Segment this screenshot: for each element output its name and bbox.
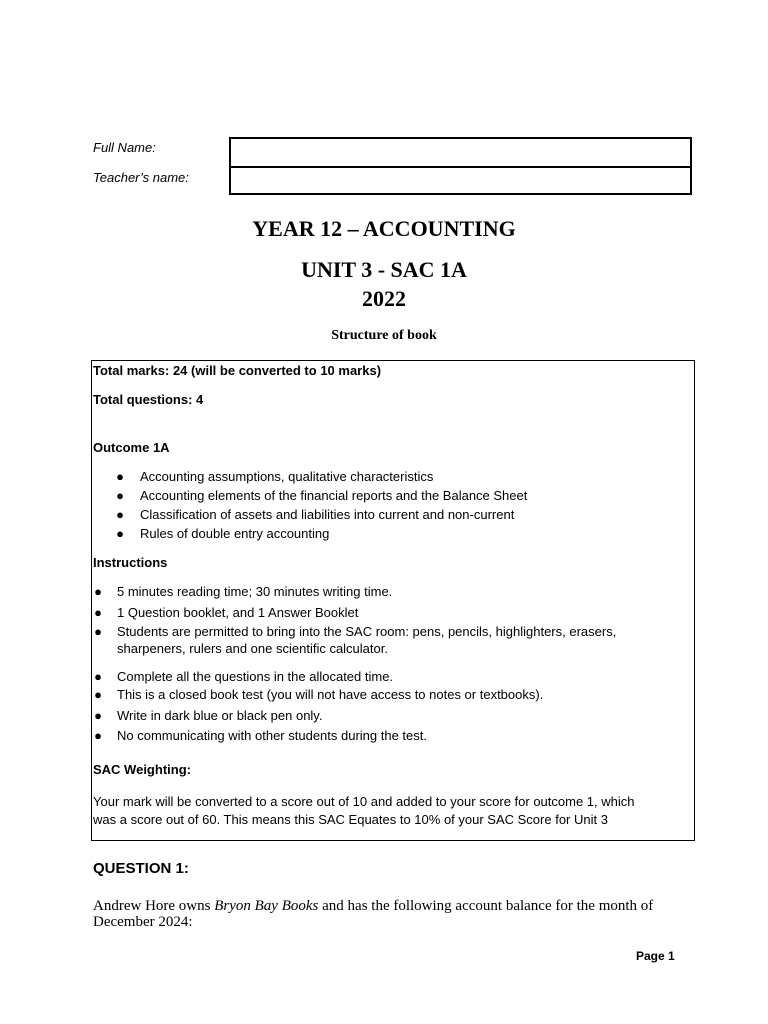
bullet-icon: ● xyxy=(116,469,124,484)
outcome-item: Accounting elements of the financial reports and the Balance Sheet xyxy=(140,488,528,503)
bullet-icon: ● xyxy=(94,687,102,702)
instructions-heading: Instructions xyxy=(93,555,168,570)
total-questions: Total questions: 4 xyxy=(93,392,204,407)
year-title: 2022 xyxy=(362,286,406,311)
instruction-item-continued: sharpeners, rulers and one scientific calculator. xyxy=(117,641,388,656)
instruction-item: 1 Question booklet, and 1 Answer Booklet xyxy=(117,605,359,620)
total-marks: Total marks: 24 (will be converted to 10 marks) xyxy=(93,363,382,378)
outcome-heading: Outcome 1A xyxy=(93,440,170,455)
bullet-icon: ● xyxy=(94,728,102,743)
weighting-heading: SAC Weighting: xyxy=(93,762,191,777)
question-1-text xyxy=(93,898,683,930)
bullet-icon: ● xyxy=(94,624,102,639)
instruction-item: 5 minutes reading time; 30 minutes writing time. xyxy=(117,584,393,599)
business-name: Bryon Bay Books xyxy=(214,898,319,914)
instruction-item: Students are permitted to bring into the SAC room: pens, pencils, highlighters, erasers, xyxy=(117,624,617,639)
question-text-start: Andrew Hore owns xyxy=(93,898,215,914)
name-entry-box xyxy=(229,137,692,195)
outcome-item: Accounting assumptions, qualitative characteristics xyxy=(140,469,434,484)
instruction-item: Complete all the questions in the allocated time. xyxy=(117,669,394,684)
bullet-icon: ● xyxy=(94,708,102,723)
bullet-icon: ● xyxy=(116,526,124,541)
instruction-item: Write in dark blue or black pen only. xyxy=(117,708,323,723)
instruction-item: This is a closed book test (you will not have access to notes or textbooks). xyxy=(117,687,544,702)
bullet-icon: ● xyxy=(94,605,102,620)
name-box-divider xyxy=(231,166,690,168)
weighting-text-line2: was a score out of 60. This means this SAC Equates to 10% of your SAC Score for Unit 3 xyxy=(93,812,608,827)
outcome-item: Rules of double entry accounting xyxy=(140,526,330,541)
question-text-end: and has the following account balance for the month of xyxy=(318,898,654,914)
structure-heading: Structure of book xyxy=(331,328,437,343)
bullet-icon: ● xyxy=(116,507,124,522)
bullet-icon: ● xyxy=(116,488,124,503)
full-name-label: Full Name: xyxy=(93,140,156,155)
outcome-item: Classification of assets and liabilities into current and non-current xyxy=(140,507,515,522)
instruction-item: No communicating with other students during the test. xyxy=(117,728,427,743)
bullet-icon: ● xyxy=(94,669,102,684)
bullet-icon: ● xyxy=(94,584,102,599)
question-1-heading: QUESTION 1: xyxy=(93,860,189,877)
page-number: Page 1 xyxy=(636,949,675,963)
teacher-name-label: Teacher’s name: xyxy=(93,170,189,185)
weighting-text-line1: Your mark will be converted to a score out of 10 and added to your score for outcome 1, which xyxy=(93,794,635,809)
question-text-line2: December 2024: xyxy=(93,914,193,930)
page-title: YEAR 12 – ACCOUNTING xyxy=(252,216,516,241)
unit-title: UNIT 3 - SAC 1A xyxy=(301,257,467,282)
